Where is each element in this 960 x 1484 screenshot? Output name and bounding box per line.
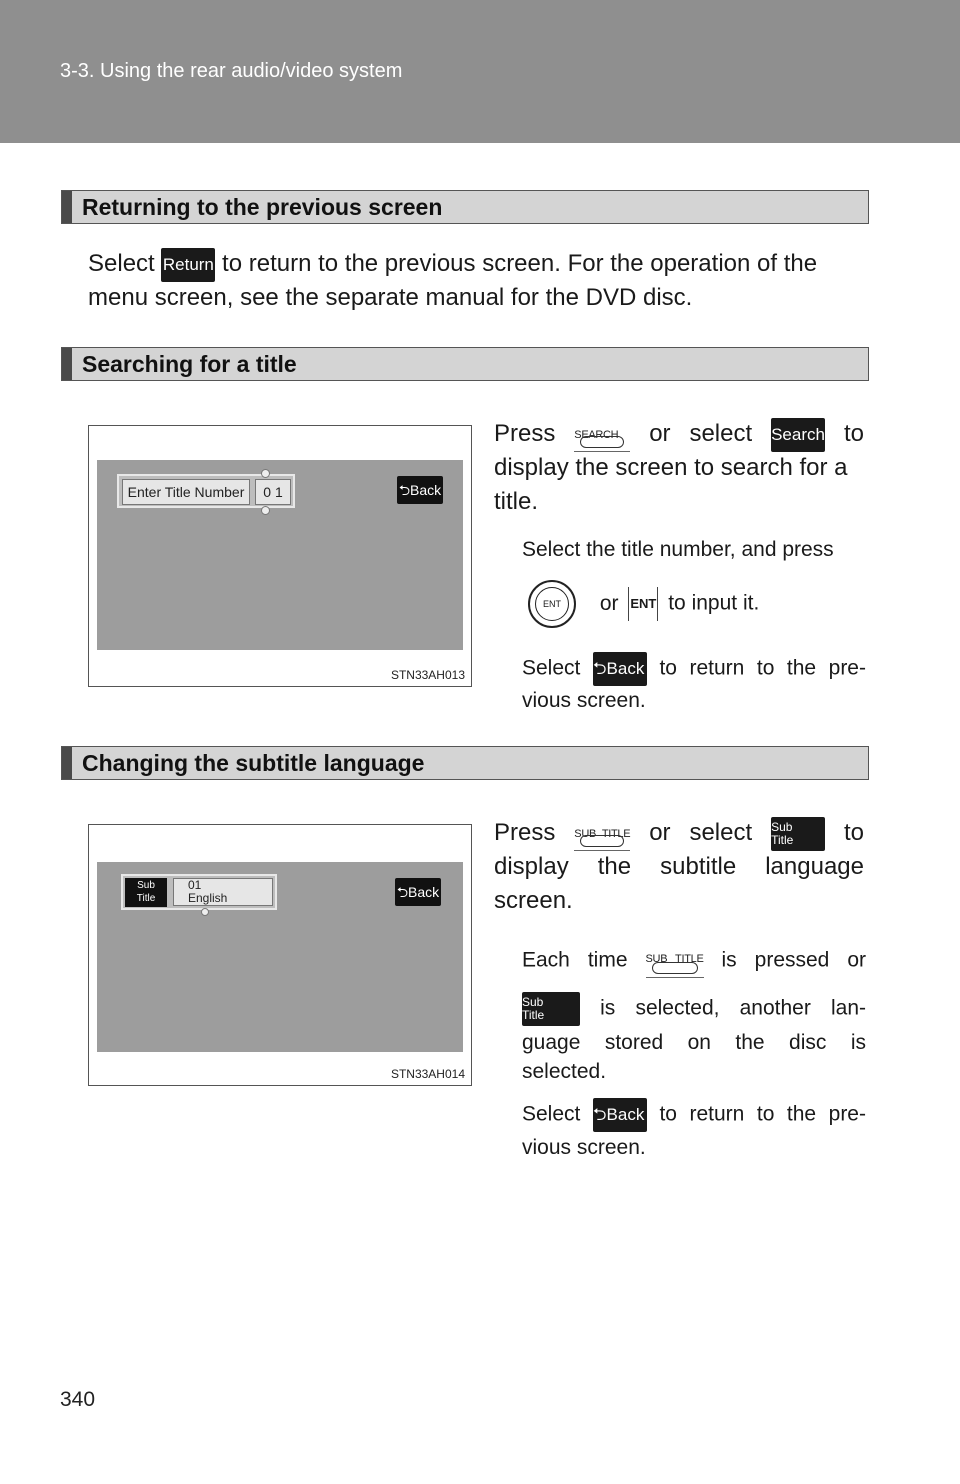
search-hardware-button[interactable]: SEARCH [574, 418, 630, 452]
title-number-field[interactable]: 0 1 [255, 479, 291, 505]
section-heading-search: Searching for a title [61, 347, 869, 381]
subtitle-step2-line2: vious screen. [522, 1136, 646, 1159]
title-entry-frame [117, 474, 295, 508]
search-instruction-line2: display the screen to search for a [494, 454, 848, 481]
subtitle-step1-line2: Sub Title is selected, another lan- [522, 992, 866, 1026]
subtitle-step1-line1: Each time SUB TITLE is pressed or [522, 944, 866, 978]
return-paragraph-line1: Select Return to return to the previous screen. For the operation of the [88, 247, 868, 282]
search-instruction-line3: title. [494, 488, 539, 515]
search-step2-line2: vious screen. [522, 689, 646, 712]
search-screen-display [97, 460, 463, 650]
section-heading-subtitle: Changing the subtitle language [61, 746, 869, 780]
back-button[interactable]: ⮌Back [593, 1098, 647, 1132]
subtitle-button[interactable]: Sub Title [771, 817, 825, 851]
page-header [0, 0, 960, 143]
search-step1-line2: ENT or ENT to input it. [528, 580, 868, 632]
subtitle-button-inline[interactable]: Sub Title [522, 992, 580, 1026]
subtitle-hardware-button-inline[interactable]: SUB TITLE [646, 944, 704, 978]
figure-id: STN33AH013 [390, 668, 465, 682]
subtitle-language-field: 01 English [173, 878, 273, 906]
down-arrow-icon[interactable] [261, 506, 270, 515]
search-instruction-line1: Press SEARCH or select Search to [494, 417, 864, 452]
enter-title-label: Enter Title Number [122, 479, 250, 505]
screen-back-button[interactable]: ⮌Back [395, 878, 441, 906]
search-step2-line1: Select ⮌Back to return to the pre- [522, 652, 866, 686]
subtitle-step1-line3: guage stored on the disc is [522, 1031, 866, 1054]
subtitle-screen-display [97, 862, 463, 1052]
search-step1-line1: Select the title number, and press [522, 538, 834, 561]
subtitle-instruction-line1: Press SUB TITLE or select Sub Title to [494, 816, 864, 851]
ent-key-icon[interactable]: ENT [628, 587, 658, 621]
back-button[interactable]: ⮌Back [593, 652, 647, 686]
subtitle-step2-line1: Select ⮌Back to return to the pre- [522, 1098, 866, 1132]
screen-back-button[interactable]: ⮌Back [397, 476, 443, 504]
search-screen-figure [88, 425, 472, 687]
subtitle-frame [121, 874, 277, 910]
subtitle-hardware-button[interactable]: SUB TITLE [574, 817, 630, 851]
up-arrow-icon[interactable] [261, 469, 270, 478]
subtitle-instruction-line2: display the subtitle language [494, 853, 864, 880]
return-paragraph-line2: menu screen, see the separate manual for the DVD disc. [88, 284, 693, 311]
chapter-title: 3-3. Using the rear audio/video system [60, 60, 403, 82]
search-button[interactable]: Search [771, 418, 825, 452]
figure-id: STN33AH014 [390, 1067, 465, 1081]
section-heading-return: Returning to the previous screen [61, 190, 869, 224]
screen-subtitle-button[interactable]: Sub Title [125, 878, 167, 907]
return-button[interactable]: Return [161, 248, 215, 282]
subtitle-screen-figure [88, 824, 472, 1086]
indicator-dot-icon [201, 908, 209, 916]
subtitle-step1-line4: selected. [522, 1060, 607, 1083]
subtitle-instruction-line3: screen. [494, 887, 573, 914]
page-number: 340 [60, 1388, 96, 1411]
ent-knob-icon[interactable]: ENT [528, 580, 576, 628]
